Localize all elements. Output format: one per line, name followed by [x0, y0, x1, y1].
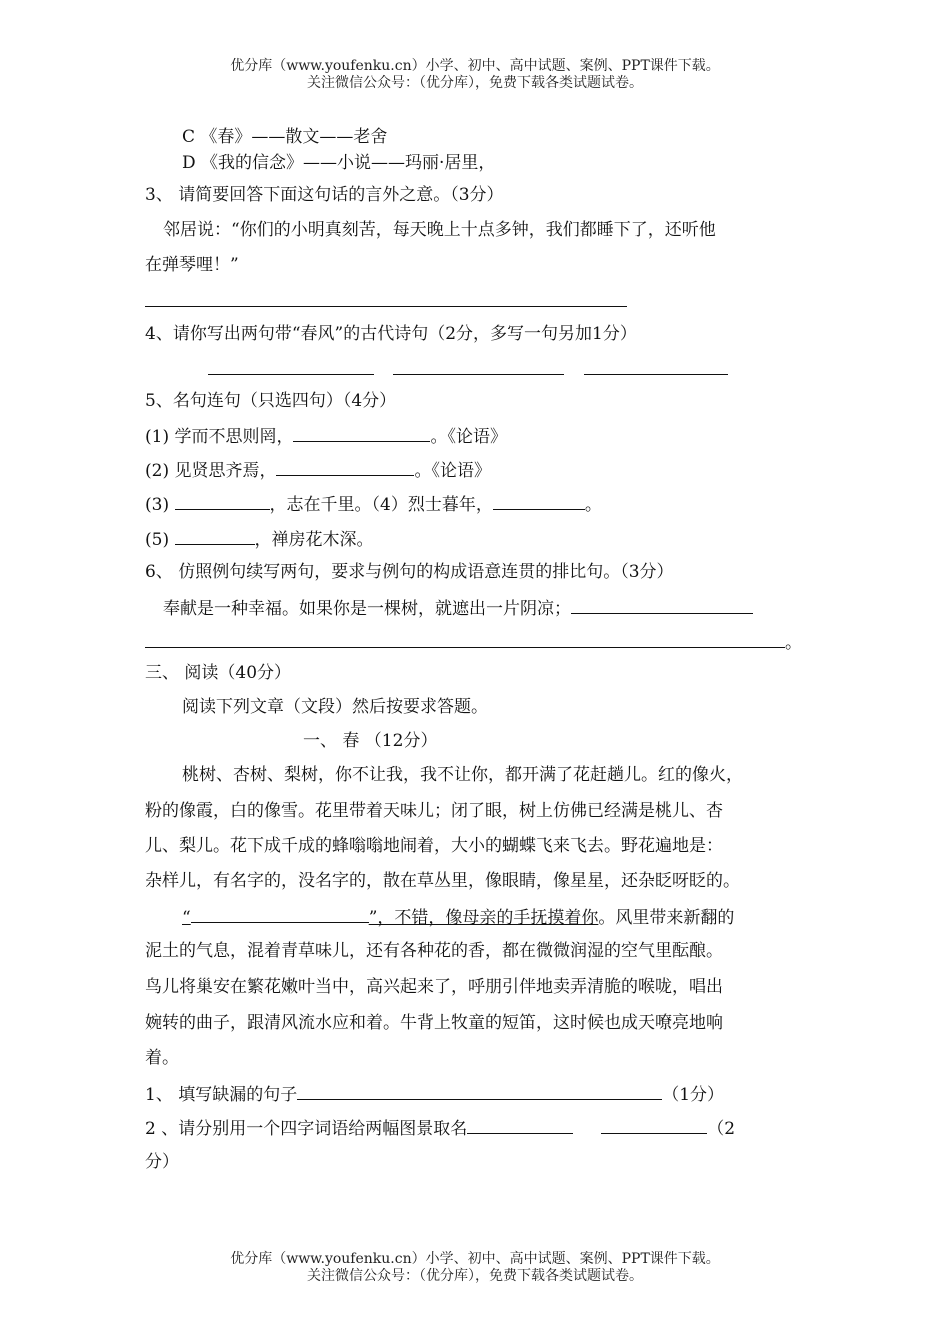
question-5-item-3-text: ，志在千里。（4）烈士暮年， [269, 495, 493, 515]
passage-p1-line-2: 粉的像霞，白的像雪。花里带着天味儿；闭了眼，树上仿佛已经满是桃儿、杏 [145, 801, 723, 821]
passage-p2-line-2: 泥土的气息，混着青草味儿，还有各种花的香，都在微微润湿的空气里酝酿。 [145, 941, 723, 961]
reading-question-1-blank[interactable] [297, 1082, 662, 1100]
question-4-prompt: 4、请你写出两句带“春风”的古代诗句（2分，多写一句另加1分） [145, 324, 637, 344]
question-6-blank-2[interactable] [145, 630, 785, 648]
reading-question-2 [145, 1116, 735, 1140]
section-3-instruction: 阅读下列文章（文段）然后按要求答题。 [182, 697, 488, 717]
reading-question-2-score-a: （2 [707, 1119, 736, 1139]
reading-question-2-blank-2[interactable] [601, 1116, 707, 1134]
passage-p2-blank[interactable] [191, 905, 369, 923]
question-5-item-4-blank[interactable] [493, 492, 585, 510]
passage-p2-line-1 [182, 905, 734, 929]
question-5-item-1-source: 。《论语》 [430, 427, 507, 447]
option-c: C 《春》——散文——老舍 [182, 127, 388, 147]
reading-question-1-score: （1分） [662, 1085, 725, 1105]
passage-p2-underlined: ”，不错，像母亲的手抚摸着你 [368, 908, 599, 928]
question-5-item-3-4 [145, 492, 602, 516]
question-4-answer-line-2[interactable] [393, 374, 564, 375]
question-6-prompt: 6、 仿照例句续写两句，要求与例句的构成语意连贯的排比句。（3分） [145, 562, 674, 582]
passage-p2-line-3: 鸟儿将巢安在繁花嫩叶当中，高兴起来了，呼朋引伴地卖弄清脆的喉咙，唱出 [145, 977, 723, 997]
question-5-item-5-text: ，禅房花木深。 [254, 530, 374, 550]
question-5-item-1-text: (1) 学而不思则罔， [145, 427, 294, 447]
reading-question-1-prompt: 1、 填写缺漏的句子 [145, 1085, 298, 1105]
question-6-end-mark: 。 [785, 633, 802, 653]
question-5-item-2-text: (2) 见贤思齐焉， [145, 461, 277, 481]
question-5-item-5 [145, 527, 374, 551]
question-5-prompt: 5、名句连句（只选四句）（4分） [145, 391, 397, 411]
reading-question-2-score-b: 分） [145, 1152, 179, 1172]
question-5-item-2-blank[interactable] [276, 458, 414, 476]
reading-question-2-prompt: 2 、请分别用一个四字词语给两幅图景取名 [145, 1119, 468, 1139]
page-footer-line-1: 优分库（www.youfenku.cn）小学、初中、高中试题、案例、PPT课件下载。 [230, 1251, 720, 1267]
question-6-example [163, 596, 753, 620]
reading-question-1 [145, 1082, 724, 1106]
question-5-item-1 [145, 424, 507, 448]
passage-p2-rest: 。风里带来新翻的 [598, 908, 735, 928]
question-4-answer-line-3[interactable] [584, 374, 728, 375]
page-header-line-2: 关注微信公众号：（优分库），免费下载各类试题试卷。 [307, 75, 643, 91]
question-5-item-5-blank[interactable] [175, 527, 255, 545]
passage-p1-line-3: 儿、梨儿。花下成千成的蜂嗡嗡地闹着，大小的蝴蝶飞来飞去。野花遍地是： [145, 836, 723, 856]
passage-p2-line-5: 着。 [145, 1048, 179, 1068]
question-3-answer-line[interactable] [145, 306, 627, 307]
question-3-quote-line-2: 在弹琴哩！” [145, 255, 239, 275]
passage-p1-line-4: 杂样儿，有名字的，没名字的，散在草丛里，像眼睛，像星星，还杂眨呀眨的。 [145, 871, 740, 891]
question-5-item-2 [145, 458, 491, 482]
page-header-line-1: 优分库（www.youfenku.cn）小学、初中、高中试题、案例、PPT课件下载。 [230, 58, 720, 74]
passage-title: 一、 春 （12分） [303, 731, 438, 751]
question-5-item-3-blank[interactable] [175, 492, 270, 510]
reading-question-2-blank-1[interactable] [467, 1116, 573, 1134]
question-6-example-text: 奉献是一种幸福。如果你是一棵树，就遮出一片阴凉； [163, 599, 571, 619]
question-5-item-2-source: 。《论语》 [414, 461, 491, 481]
passage-p1-line-1: 桃树、杏树、梨树，你不让我，我不让你，都开满了花赶趟儿。红的像火， [182, 765, 743, 785]
section-3-title: 三、 阅读（40分） [145, 663, 292, 683]
question-6-blank-1[interactable] [571, 596, 753, 614]
question-5-item-4-end: 。 [584, 495, 602, 515]
question-4-answer-line-1[interactable] [208, 374, 374, 375]
question-6-line-2 [145, 630, 802, 654]
question-5-item-1-blank[interactable] [293, 424, 430, 442]
passage-p2-line-4: 婉转的曲子，跟清风流水应和着。牛背上牧童的短笛，这时候也成天嘹亮地响 [145, 1013, 723, 1033]
question-3-quote-line-1: 邻居说：“你们的小明真刻苦，每天晚上十点多钟，我们都睡下了，还听他 [163, 220, 716, 240]
question-5-item-3-num: (3) [145, 495, 170, 515]
passage-p2-open-quote: “ [182, 908, 191, 928]
question-3-prompt: 3、 请简要回答下面这句话的言外之意。（3分） [145, 185, 504, 205]
page-footer-line-2: 关注微信公众号：（优分库），免费下载各类试题试卷。 [307, 1268, 643, 1284]
option-d: D 《我的信念》——小说——玛丽·居里， [182, 153, 496, 173]
question-5-item-5-num: (5) [145, 530, 170, 550]
